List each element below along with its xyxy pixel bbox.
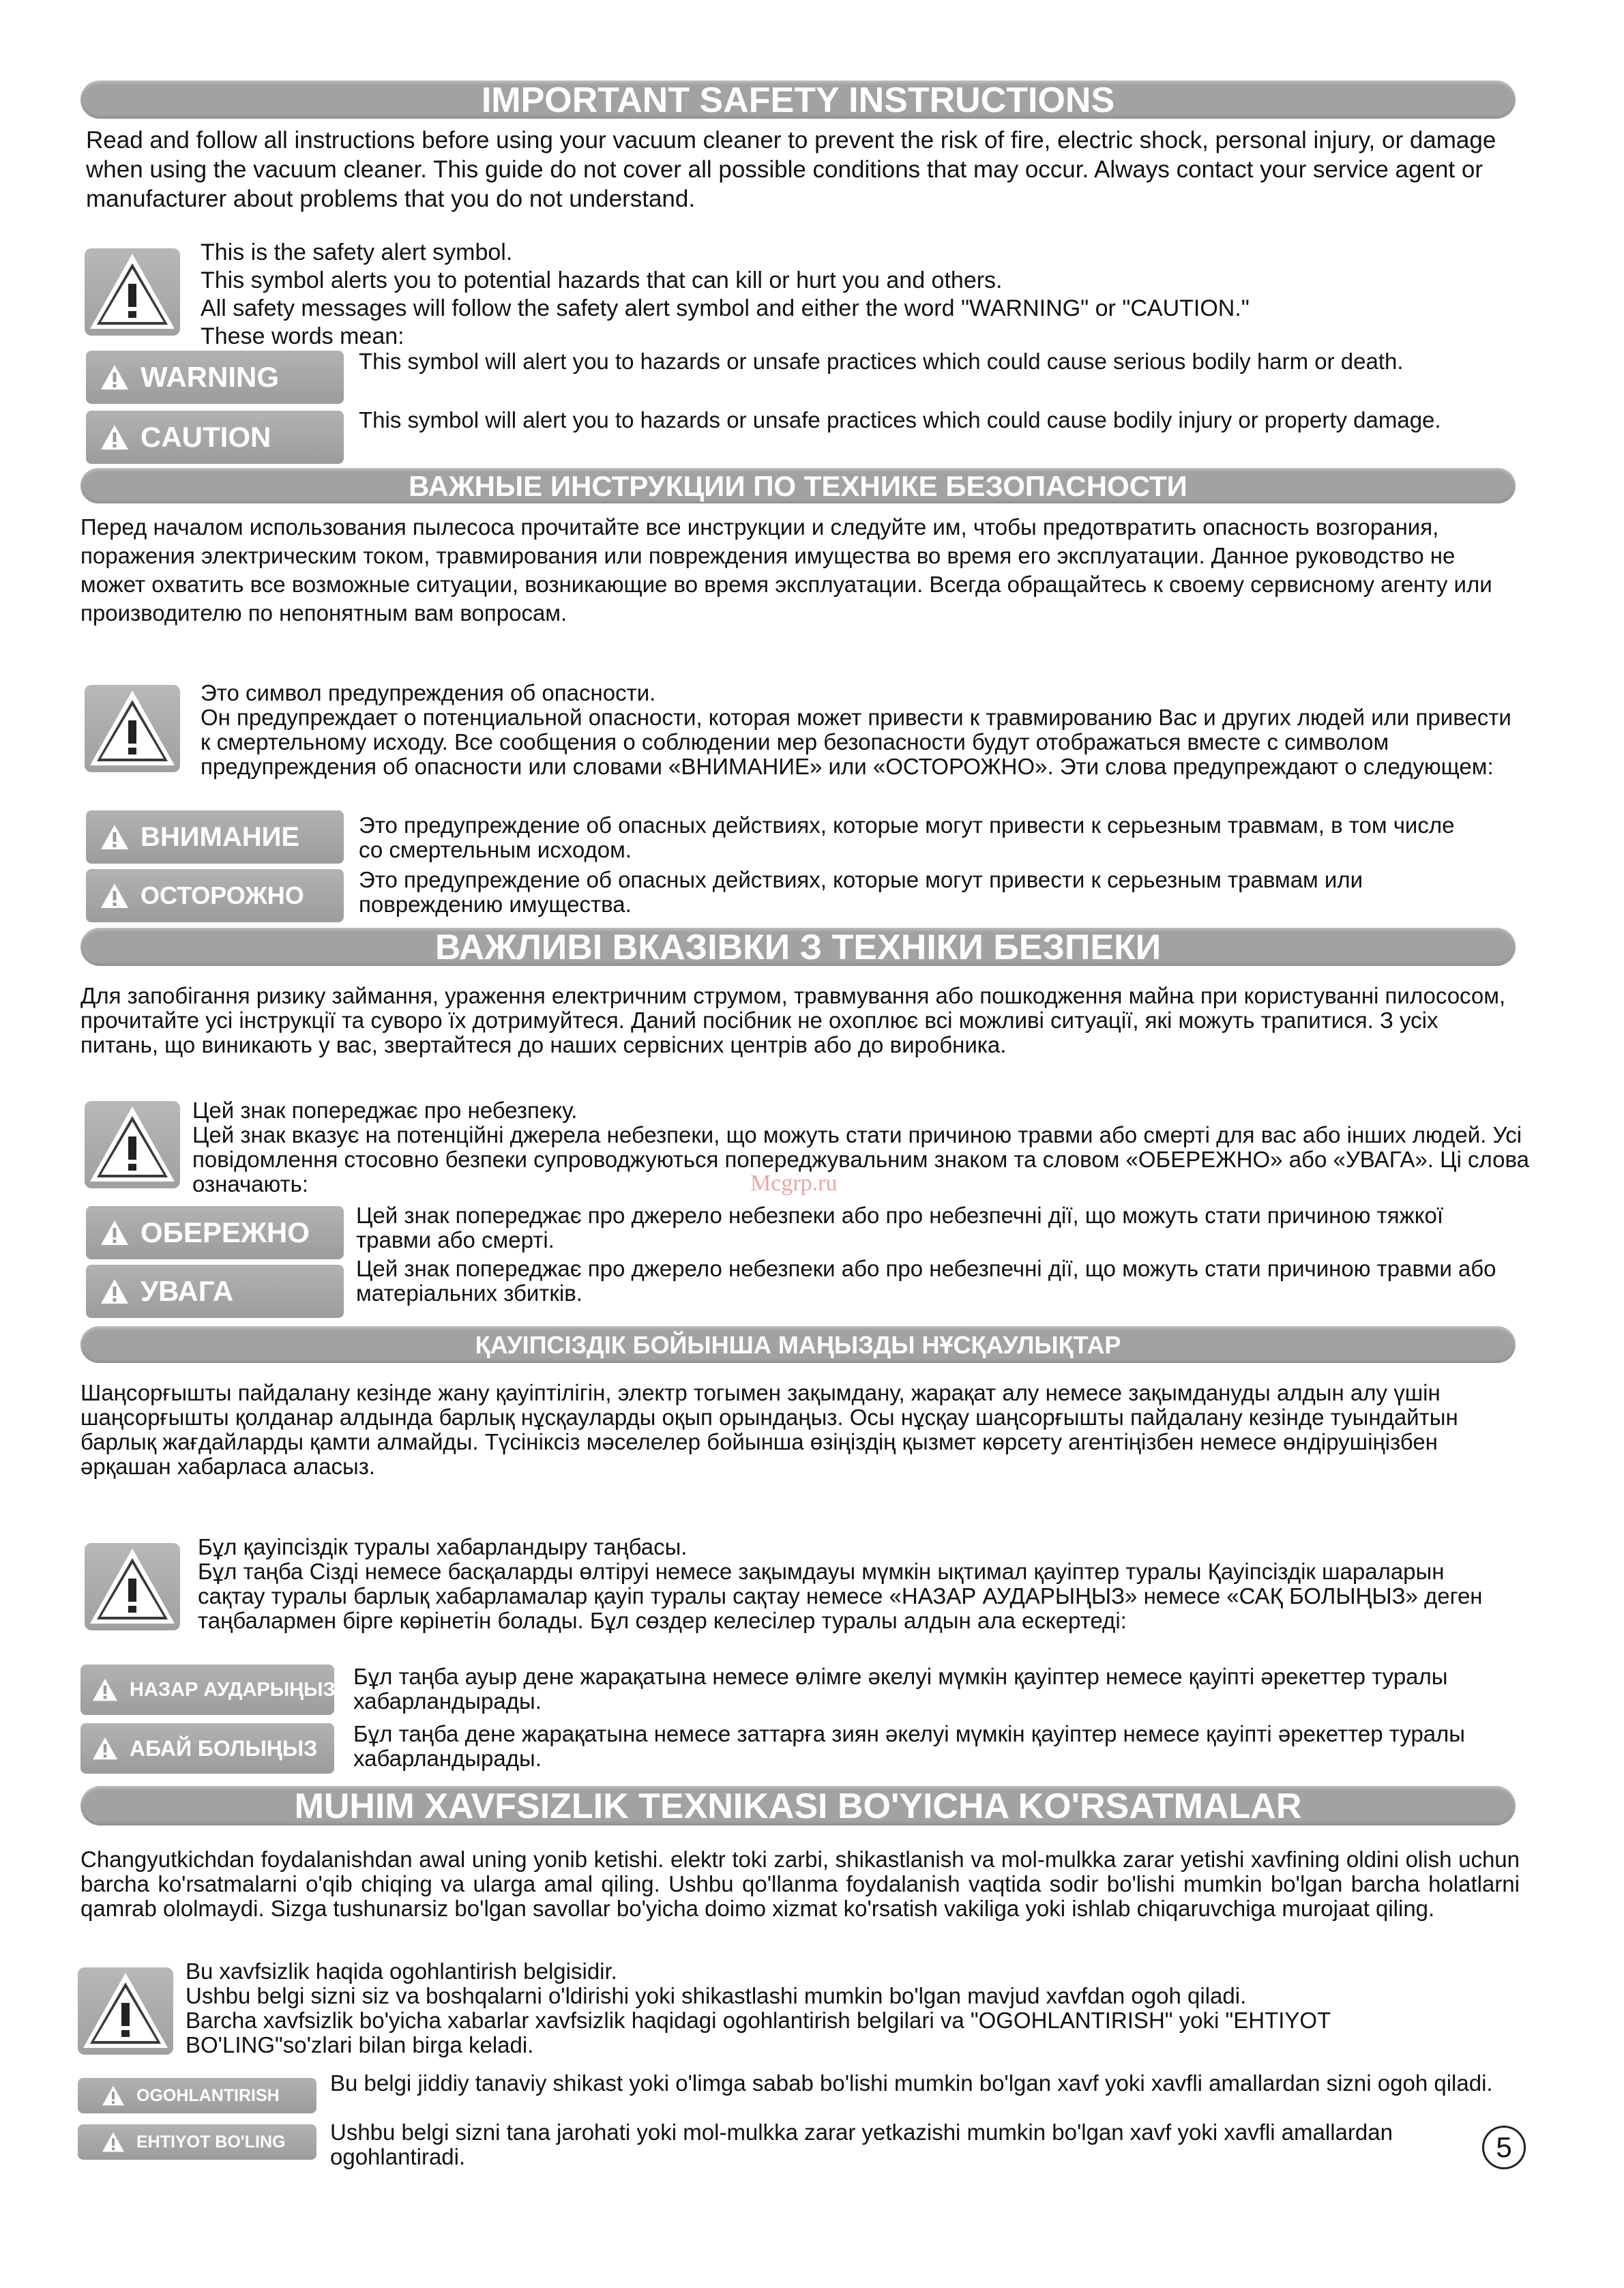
caution-label-uz: EHTIYOT BO'LING [136, 2132, 286, 2152]
caution-text-kk: Бұл таңба дене жарақатына немесе заттарға зиян әкелуі мүмкін қауіптер немесе қауіпті әрекеттер туралы хабарландырады. [353, 1721, 1466, 1771]
warning-label-ru: ВНИМАНИЕ [141, 821, 300, 852]
safety-alert-symbol [78, 1967, 173, 2055]
warning-text-ru: Это предупреждение об опасных действиях, которые могут привести к серьезным травмам, в том числе со смертельным исходом. [359, 812, 1455, 862]
intro-en: Read and follow all instructions before using your vacuum cleaner to prevent the risk of fire, electric shock, personal injury, or damage when using the vacuum cleaner. This guide do not cover all possible conditions that may occur. Always contact your service agent or manufacturer about problems that you do not understand. [86, 127, 1496, 212]
caution-text-uz: Ushbu belgi sizni tana jarohati yoki mol-mulkka zarar yetkazishi mumkin bo'lgan xavf yoki xavfli amallardan ogohlantiradi. [330, 2120, 1393, 2169]
symbol-text-kk: Бұл қауіпсіздік туралы хабарландыру таңбасы. Бұл таңба Сізді немесе басқаларды өлтіруі немесе зақымдауы мүмкін ықтимал қауіптер туралы Қауіпсіздік шараларын сақтау туралы барлық хабарламалар қауіп туралы сақтау немесе «НАЗАР АУДАРЫҢЫЗ» немесе «САҚ БОЛЫҢЫЗ» деген таңбалармен бірге көрінетін болады. Бұл сөздер келесілер туралы алдын ала ескертеді: [198, 1534, 1483, 1633]
caution-text-uk: Цей знак попереджає про джерело небезпеки або про небезпечні дії, що можуть стати причиною травми або матеріальних збитків. [356, 1256, 1496, 1306]
warning-triangle-icon [100, 882, 130, 909]
warning-text-en: This symbol will alert you to hazards or unsafe practices which could cause serious bodily harm or death. [359, 349, 1404, 374]
warning-triangle-icon [91, 1736, 119, 1761]
caution-badge-kk [80, 1723, 334, 1774]
symbol-text-en: This is the safety alert symbol. This symbol alerts you to potential hazards that can kill or hurt you and others. All safety messages will follow the safety alert symbol and either the word "WARNING" or "CAUTION." These words mean: [201, 239, 1250, 349]
warning-triangle-icon [100, 1278, 130, 1305]
warning-triangle-icon [85, 248, 180, 336]
warning-text-uk: Цей знак попереджає про джерело небезпеки або про небезпечні дії, що можуть стати причиною тяжкої травми або смерті. [356, 1203, 1444, 1252]
warning-triangle-icon [100, 364, 130, 391]
caution-label-uk: УВАГА [141, 1275, 234, 1307]
safety-alert-symbol [85, 1101, 180, 1188]
warning-badge-kk [80, 1664, 334, 1715]
safety-alert-symbol [85, 685, 180, 772]
caution-label-kk: АБАЙ БОЛЫҢЫЗ [130, 1735, 318, 1761]
caution-text-en: This symbol will alert you to hazards or unsafe practices which could cause bodily injury or property damage. [359, 407, 1441, 432]
safety-alert-symbol [85, 248, 180, 336]
caution-label-ru: ОСТОРОЖНО [141, 881, 304, 909]
section-title-en: IMPORTANT SAFETY INSTRUCTIONS [80, 80, 1516, 119]
warning-triangle-icon [100, 424, 130, 451]
warning-triangle-icon [78, 1967, 173, 2055]
intro-uz: Changyutkichdan foydalanishdan awal uning yonib ketishi. elektr toki zarbi, shikastlanish va mol-mulkka zarar yetishi xavfining oldini olish uchun barcha ko'rsatmalarni o'qib chiqing va ularga amal qiling. Ushbu qo'llanma foydalanish vaqtida sodir bo'lishi mumkin bo'lgan barcha holatlarni qamrab ololmaydi. Sizga tushunarsiz bo'lgan savollar bo'yicha doimo xizmat ko'rsatish vakiliga yoki ishlab chiqaruvchiga murojaat qiling. [80, 1847, 1520, 1921]
intro-kk: Шаңсорғышты пайдалану кезінде жану қауіптілігін, электр тогымен зақымдану, жарақат алу немесе зақымдануды алдын алу үшін шаңсорғышты қолданар алдында барлық нұсқауларды оқып орындаңыз. Осы нұсқау шаңсорғышты пайдалану кезінде туындайтын барлық жағдайларды қамти алмайды. Түсініксіз мәселелер бойынша өзіңіздің қызмет көрсету агентіңізбен немесе өндірушіңізбен әрқашан хабарласа аласыз. [80, 1380, 1458, 1479]
symbol-text-uk: Цей знак попереджає про небезпеку. Цей знак вказує на потенційні джерела небезпеки, що можуть стати причиною травми або смерті для вас або інших людей. Усі повідомлення стосовно безпеки супроводжуються попереджувальним знаком та словом «ОБЕРЕЖНО» або «УВАГА». Ці слова означають: [192, 1098, 1529, 1197]
section-title-kk: ҚАУІПСІЗДІК БОЙЫНША МАҢЫЗДЫ НҰСҚАУЛЫҚТАР [80, 1326, 1516, 1363]
warning-label-uz: OGOHLANTIRISH [136, 2085, 280, 2105]
section-title-uk: ВАЖЛИВІ ВКАЗІВКИ З ТЕХНІКИ БЕЗПЕКИ [80, 928, 1516, 966]
warning-label-en: WARNING [141, 361, 279, 393]
caution-badge-en [86, 411, 344, 464]
warning-triangle-icon [101, 2131, 126, 2153]
section-title-ru: ВАЖНЫЕ ИНСТРУКЦИИ ПО ТЕХНИКЕ БЕЗОПАСНОСТИ [80, 468, 1516, 503]
warning-text-uz: Bu belgi jiddiy tanaviy shikast yoki o'limga sabab bo'lishi mumkin bo'lgan xavf yoki xavfli amallardan sizni ogoh qiladi. [330, 2070, 1493, 2096]
warning-badge-ru [86, 810, 344, 864]
warning-triangle-icon [85, 1543, 180, 1630]
warning-badge-en [86, 351, 344, 404]
warning-triangle-icon [100, 1219, 130, 1246]
section-title-uz: MUHIM XAVFSIZLIK TEXNIKASI BO'YICHA KO'RSATMALAR [80, 1786, 1516, 1825]
warning-text-kk: Бұл таңба ауыр дене жарақатына немесе өлімге әкелуі мүмкін қауіптер немесе қауіпті әрекеттер туралы хабарландырады. [353, 1664, 1448, 1714]
symbol-text-uz: Bu xavfsizlik haqida ogohlantirish belgisidir. Ushbu belgi sizni siz va boshqalarni o'ldirishi yoki shikastlashi mumkin bo'lgan mavjud xavfdan ogoh qiladi. Barcha xavfsizlik bo'yicha xabarlar xavfsizlik haqidagi ogohlantirish belgilari va "OGOHLANTIRISH" yoki "EHTIYOT BO'LING"so'zlari bilan birga keladi. [186, 1959, 1331, 2057]
caution-text-ru: Это предупреждение об опасных действиях, которые могут привести к серьезным травмам или повреждению имущества. [359, 867, 1363, 917]
watermark: Mcgrp.ru [750, 1171, 838, 1196]
warning-triangle-icon [101, 2085, 126, 2107]
caution-badge-ru [86, 869, 344, 922]
warning-triangle-icon [91, 1677, 119, 1702]
intro-ru: Перед началом использования пылесоса прочитайте все инструкции и следуйте им, чтобы предотвратить опасность возгорания, поражения электрическим током, травмирования или повреждения имущества во время его эксплуатации. Данное руководство не может охватить все возможные ситуации, возникающие во время эксплуатации. Всегда обращайтесь к своему сервисному агенту или производителю по непонятным вам вопросам. [80, 514, 1492, 626]
safety-alert-symbol [85, 1543, 180, 1630]
symbol-text-ru: Это символ предупреждения об опасности. Он предупреждает о потенциальной опасности, которая может привести к травмированию Вас и других людей или привести к смертельному исходу. Все сообщения о соблюдении мер безопасности будут отображаться вместе с символом предупреждения об опасности или словами «ВНИМАНИЕ» или «ОСТОРОЖНО». Эти слова предупреждают о следующем: [201, 680, 1511, 779]
caution-badge-uk [86, 1265, 344, 1318]
warning-label-uk: ОБЕРЕЖНО [141, 1216, 310, 1248]
caution-badge-uz [78, 2124, 316, 2160]
warning-badge-uk [86, 1206, 344, 1259]
warning-badge-uz [78, 2078, 316, 2113]
intro-uk: Для запобігання ризику займання, ураження електричним струмом, травмування або пошкодження майна при користуванні пилососом, прочитайте усі інструкції та суворо їх дотримуйтеся. Даний посібник не охоплює всі можливі ситуації, які можуть трапитися. З усіх питань, що виникають у вас, звертайтеся до наших сервісних центрів або до виробника. [80, 983, 1506, 1057]
caution-label-en: CAUTION [141, 421, 271, 453]
warning-triangle-icon [85, 1101, 180, 1188]
warning-triangle-icon [85, 685, 180, 772]
warning-triangle-icon [100, 823, 130, 851]
warning-label-kk: НАЗАР АУДАРЫҢЫЗ [130, 1678, 336, 1701]
page-number: 5 [1482, 2126, 1526, 2169]
